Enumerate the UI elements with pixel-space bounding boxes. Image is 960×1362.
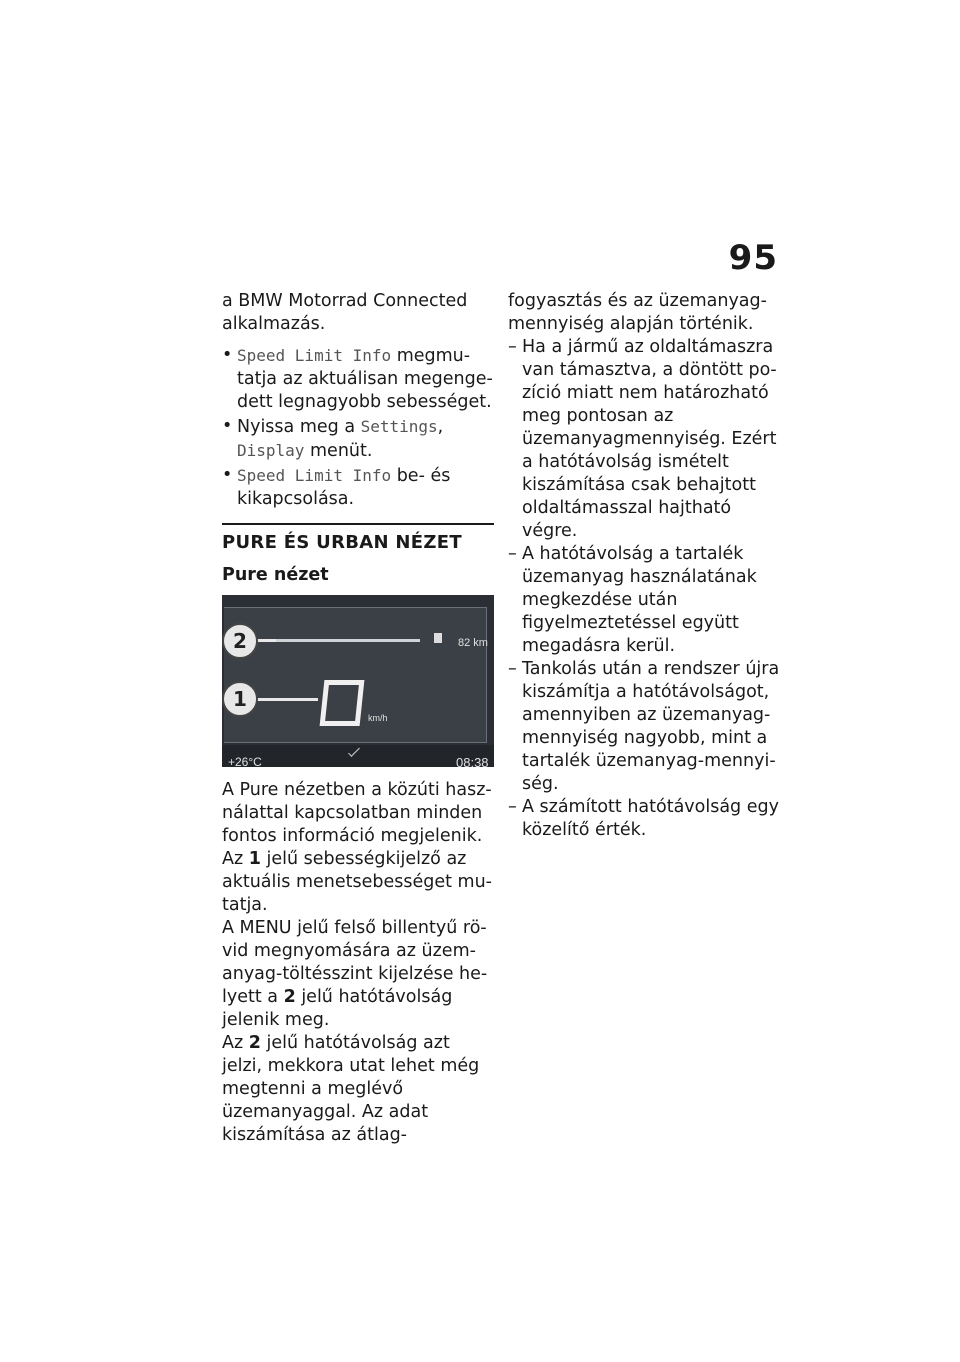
dash-marker: –	[508, 544, 517, 564]
menu-term: Speed Limit Info	[237, 466, 392, 485]
clock-readout: 08:38	[456, 755, 489, 767]
temperature-readout: +26°C	[228, 755, 262, 767]
dash-marker: –	[508, 797, 517, 817]
speed-digit	[320, 680, 365, 726]
menu-term: Display	[237, 441, 305, 460]
dash-item	[508, 336, 784, 543]
bullet-text: megmutatja az aktuálisan megengedett legnagyobb sebességet.	[237, 346, 493, 412]
dash-item	[508, 796, 784, 842]
bullet-icon: •	[222, 416, 233, 436]
intro-text: a BMW Motorrad Connected alkalmazás.	[222, 291, 468, 334]
dash-text: A számított hatótávolság egy közelítő érték.	[522, 797, 779, 840]
bullet-icon: •	[222, 345, 233, 365]
bullet-icon: •	[222, 465, 233, 485]
menu-term: Settings	[360, 417, 438, 436]
bullet-item	[222, 464, 494, 511]
section-divider	[222, 523, 494, 525]
dash-text: Tankolás után a rendszer újra kiszámítja a hatótávolságot, amennyiben az üzemanyagmennyiség nagyobb, mint a tartalék üzemanyag-mennyiség.	[522, 659, 780, 794]
range-readout: 82 km	[458, 637, 488, 649]
range-bar	[274, 639, 420, 642]
pure-view-figure	[222, 595, 494, 767]
callout-ref: 1	[248, 849, 261, 869]
bullet-text: Nyissa meg a	[237, 417, 361, 437]
bullet-text: ,	[437, 417, 444, 437]
right-column	[508, 290, 784, 842]
dash-marker: –	[508, 659, 517, 679]
sub-title: Pure nézet	[222, 565, 329, 585]
dash-marker: –	[508, 337, 517, 357]
bullet-item	[222, 344, 494, 414]
callout-ref: 2	[283, 987, 296, 1007]
body-paragraph: A Pure nézetben a közúti használattal kapcsolatban minden fontos információ megjelenik.	[222, 780, 492, 846]
intro-text: fogyasztás és az üzemanyagmennyiség alapján történik.	[508, 291, 767, 334]
callout-leader	[252, 698, 318, 701]
body-paragraph: Az 1 jelű sebességkijelző az aktuális menetsebességet mutatja.	[222, 849, 492, 915]
body-paragraph: A MENU jelű felső billentyű rövid megnyomására az üzemanyag-töltésszint kijelzése helyett a 2 jelű hatótávolság jelenik meg.	[222, 918, 488, 1030]
bullet-text: be- és kikapcsolása.	[237, 466, 451, 509]
dash-item	[508, 543, 784, 658]
page-number: 95	[728, 238, 778, 278]
callout-1: 1	[222, 681, 258, 717]
dash-text: A hatótávolság a tartalék üzemanyag használatának megkezdése után figyelmeztetéssel együtt megadásra kerül.	[522, 544, 757, 656]
callout-ref: 2	[248, 1033, 261, 1053]
dash-text: Ha a jármű az oldaltámaszra van támasztva, a döntött pozíció miatt nem határozható meg pontosan az üzemanyagmennyiség. Ezért a hatótávolság ismételt kiszámítása csak behajtott oldaltámasszal hajtható végre.	[522, 337, 777, 541]
callout-2: 2	[222, 623, 258, 659]
dash-item	[508, 658, 784, 796]
bullet-text: menüt.	[304, 441, 373, 461]
fuel-pump-icon	[434, 633, 442, 643]
bullet-item	[222, 415, 494, 463]
left-column	[222, 290, 494, 1147]
section-title: PURE ÉS URBAN NÉZET	[222, 532, 462, 553]
speed-unit: km/h	[368, 713, 388, 723]
menu-term: Speed Limit Info	[237, 346, 392, 365]
body-paragraph: Az 2 jelű hatótávolság azt jelzi, mekkora utat lehet még megtenni a meglévő üzemanyaggal. Az adat kiszámítása az átlag-	[222, 1033, 480, 1145]
